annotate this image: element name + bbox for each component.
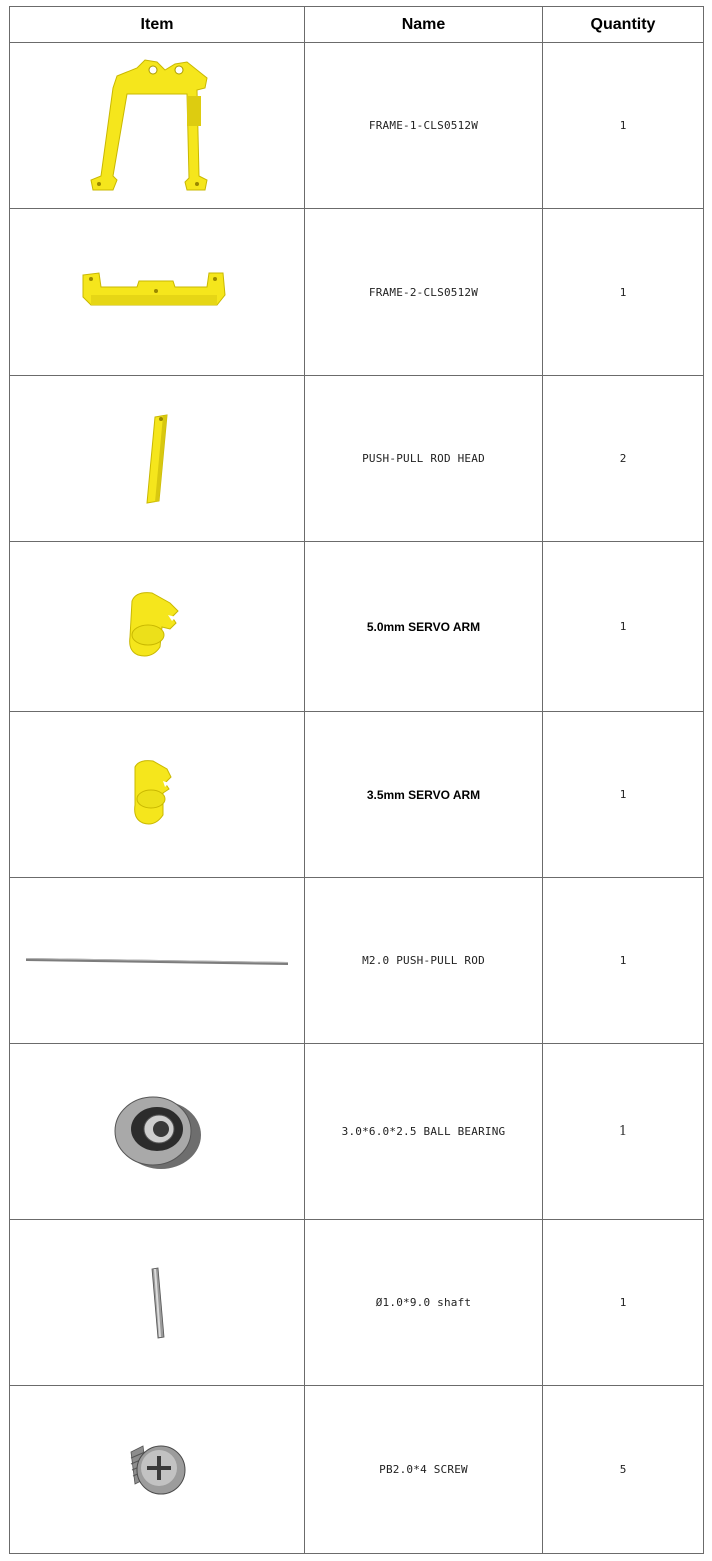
item-image-cell bbox=[10, 878, 305, 1044]
item-image-cell bbox=[10, 542, 305, 712]
table-row bbox=[10, 209, 704, 376]
item-image-cell bbox=[10, 1386, 305, 1554]
item-quantity: 1 bbox=[543, 542, 704, 712]
item-name: 3.5mm SERVO ARM bbox=[305, 712, 543, 878]
item-image-cell bbox=[10, 43, 305, 209]
item-name: PB2.0*4 SCREW bbox=[305, 1386, 543, 1554]
servo-arm-5mm-icon bbox=[122, 587, 192, 667]
item-image-cell bbox=[10, 209, 305, 376]
table-row bbox=[10, 712, 704, 878]
table-row bbox=[10, 1386, 704, 1554]
item-name: PUSH-PULL ROD HEAD bbox=[305, 376, 543, 542]
item-name: Ø1.0*9.0 shaft bbox=[305, 1220, 543, 1386]
servo-arm-3-5mm-icon bbox=[127, 755, 187, 835]
item-quantity: 1 bbox=[543, 712, 704, 878]
parts-list-table bbox=[9, 6, 704, 1554]
item-quantity: 1 bbox=[543, 878, 704, 1044]
item-name: 3.0*6.0*2.5 BALL BEARING bbox=[305, 1044, 543, 1220]
header-item: Item bbox=[10, 7, 305, 43]
table-row bbox=[10, 1044, 704, 1220]
push-pull-rod-head-icon bbox=[137, 409, 177, 509]
item-image-cell bbox=[10, 712, 305, 878]
item-quantity: 1 bbox=[543, 43, 704, 209]
item-image-cell bbox=[10, 1044, 305, 1220]
item-name: FRAME-2-CLS0512W bbox=[305, 209, 543, 376]
yellow-frame-2-icon bbox=[77, 267, 237, 317]
item-quantity: 1 bbox=[543, 1044, 704, 1220]
item-quantity: 1 bbox=[543, 1220, 704, 1386]
header-quantity: Quantity bbox=[543, 7, 704, 43]
item-name: M2.0 PUSH-PULL ROD bbox=[305, 878, 543, 1044]
table-row bbox=[10, 43, 704, 209]
yellow-frame-1-icon bbox=[57, 56, 257, 196]
ball-bearing-icon bbox=[107, 1087, 207, 1177]
metal-rod-icon bbox=[22, 951, 292, 971]
screw-icon bbox=[117, 1430, 197, 1510]
item-image-cell bbox=[10, 1220, 305, 1386]
table-row bbox=[10, 376, 704, 542]
item-image-cell bbox=[10, 376, 305, 542]
shaft-pin-icon bbox=[142, 1263, 172, 1343]
item-name: 5.0mm SERVO ARM bbox=[305, 542, 543, 712]
table-row bbox=[10, 542, 704, 712]
item-quantity: 5 bbox=[543, 1386, 704, 1554]
item-quantity: 2 bbox=[543, 376, 704, 542]
header-name: Name bbox=[305, 7, 543, 43]
item-name: FRAME-1-CLS0512W bbox=[305, 43, 543, 209]
table-header-row bbox=[10, 7, 704, 43]
table-row bbox=[10, 1220, 704, 1386]
table-row bbox=[10, 878, 704, 1044]
item-quantity: 1 bbox=[543, 209, 704, 376]
